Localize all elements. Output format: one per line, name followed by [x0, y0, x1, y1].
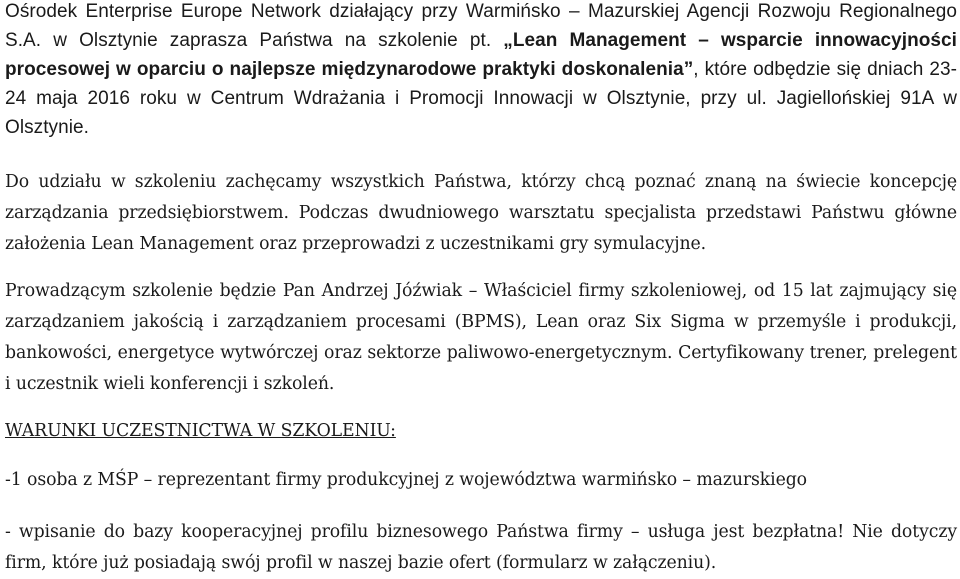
- intro-text-before: Ośrodek Enterprise Europe Network działający przy Warmińsko – Mazurskiej Agencji Rozwoju Regionalnego S.A. w Olsztynie zaprasza Państwa na szkolenie pt.: [5, 1, 957, 51]
- intro-text-after: , które odbędzie się dniach 23-24 maja 2016 roku w Centrum Wdrażania i Promocji Innowacji w Olsztynie, przy ul. Jagiellońskiej 91A w Olsztynie.: [5, 59, 957, 138]
- conditions-heading: WARUNKI UCZESTNICTWA W SZKOLENIU:: [5, 421, 396, 441]
- training-title: „Lean Management – wsparcie innowacyjności procesowej w oparciu o najlepsze międzynarodowe praktyki doskonalenia”: [5, 30, 957, 80]
- condition-item-2: - wpisanie do bazy kooperacyjnej profilu biznesowego Państwa firmy – usługa jest bezpłatna! Nie dotyczy firm, które już posiadają swój profil w naszej bazie ofert (formularz w załączeniu).: [5, 522, 957, 573]
- invitation-paragraph: Do udziału w szkoleniu zachęcamy wszystkich Państwa, którzy chcą poznać znaną na świecie koncepcję zarządzania przedsiębiorstwem. Podczas dwudniowego warsztatu specjalista przedstawi Państwu główne założenia Lean Management oraz przeprowadzi z uczestnikami gry symulacyjne.: [5, 172, 957, 254]
- intro-paragraph: [5, 0, 957, 142]
- trainer-paragraph: Prowadzącym szkolenie będzie Pan Andrzej Jóźwiak – Właściciel firmy szkoleniowej, od 15 lat zajmujący się zarządzaniem jakością i zarządzaniem procesami (BPMS), Lean oraz Six Sigma w przemyśle i produkcji, bankowości, energetyce wytwórczej oraz sektorze paliwowo-energetycznym. Certyfikowany trener, prelegent i uczestnik wieli konferencji i szkoleń.: [5, 281, 957, 394]
- condition-item-1: -1 osoba z MŚP – reprezentant firmy produkcyjnej z województwa warmińsko – mazurskiego: [5, 470, 807, 490]
